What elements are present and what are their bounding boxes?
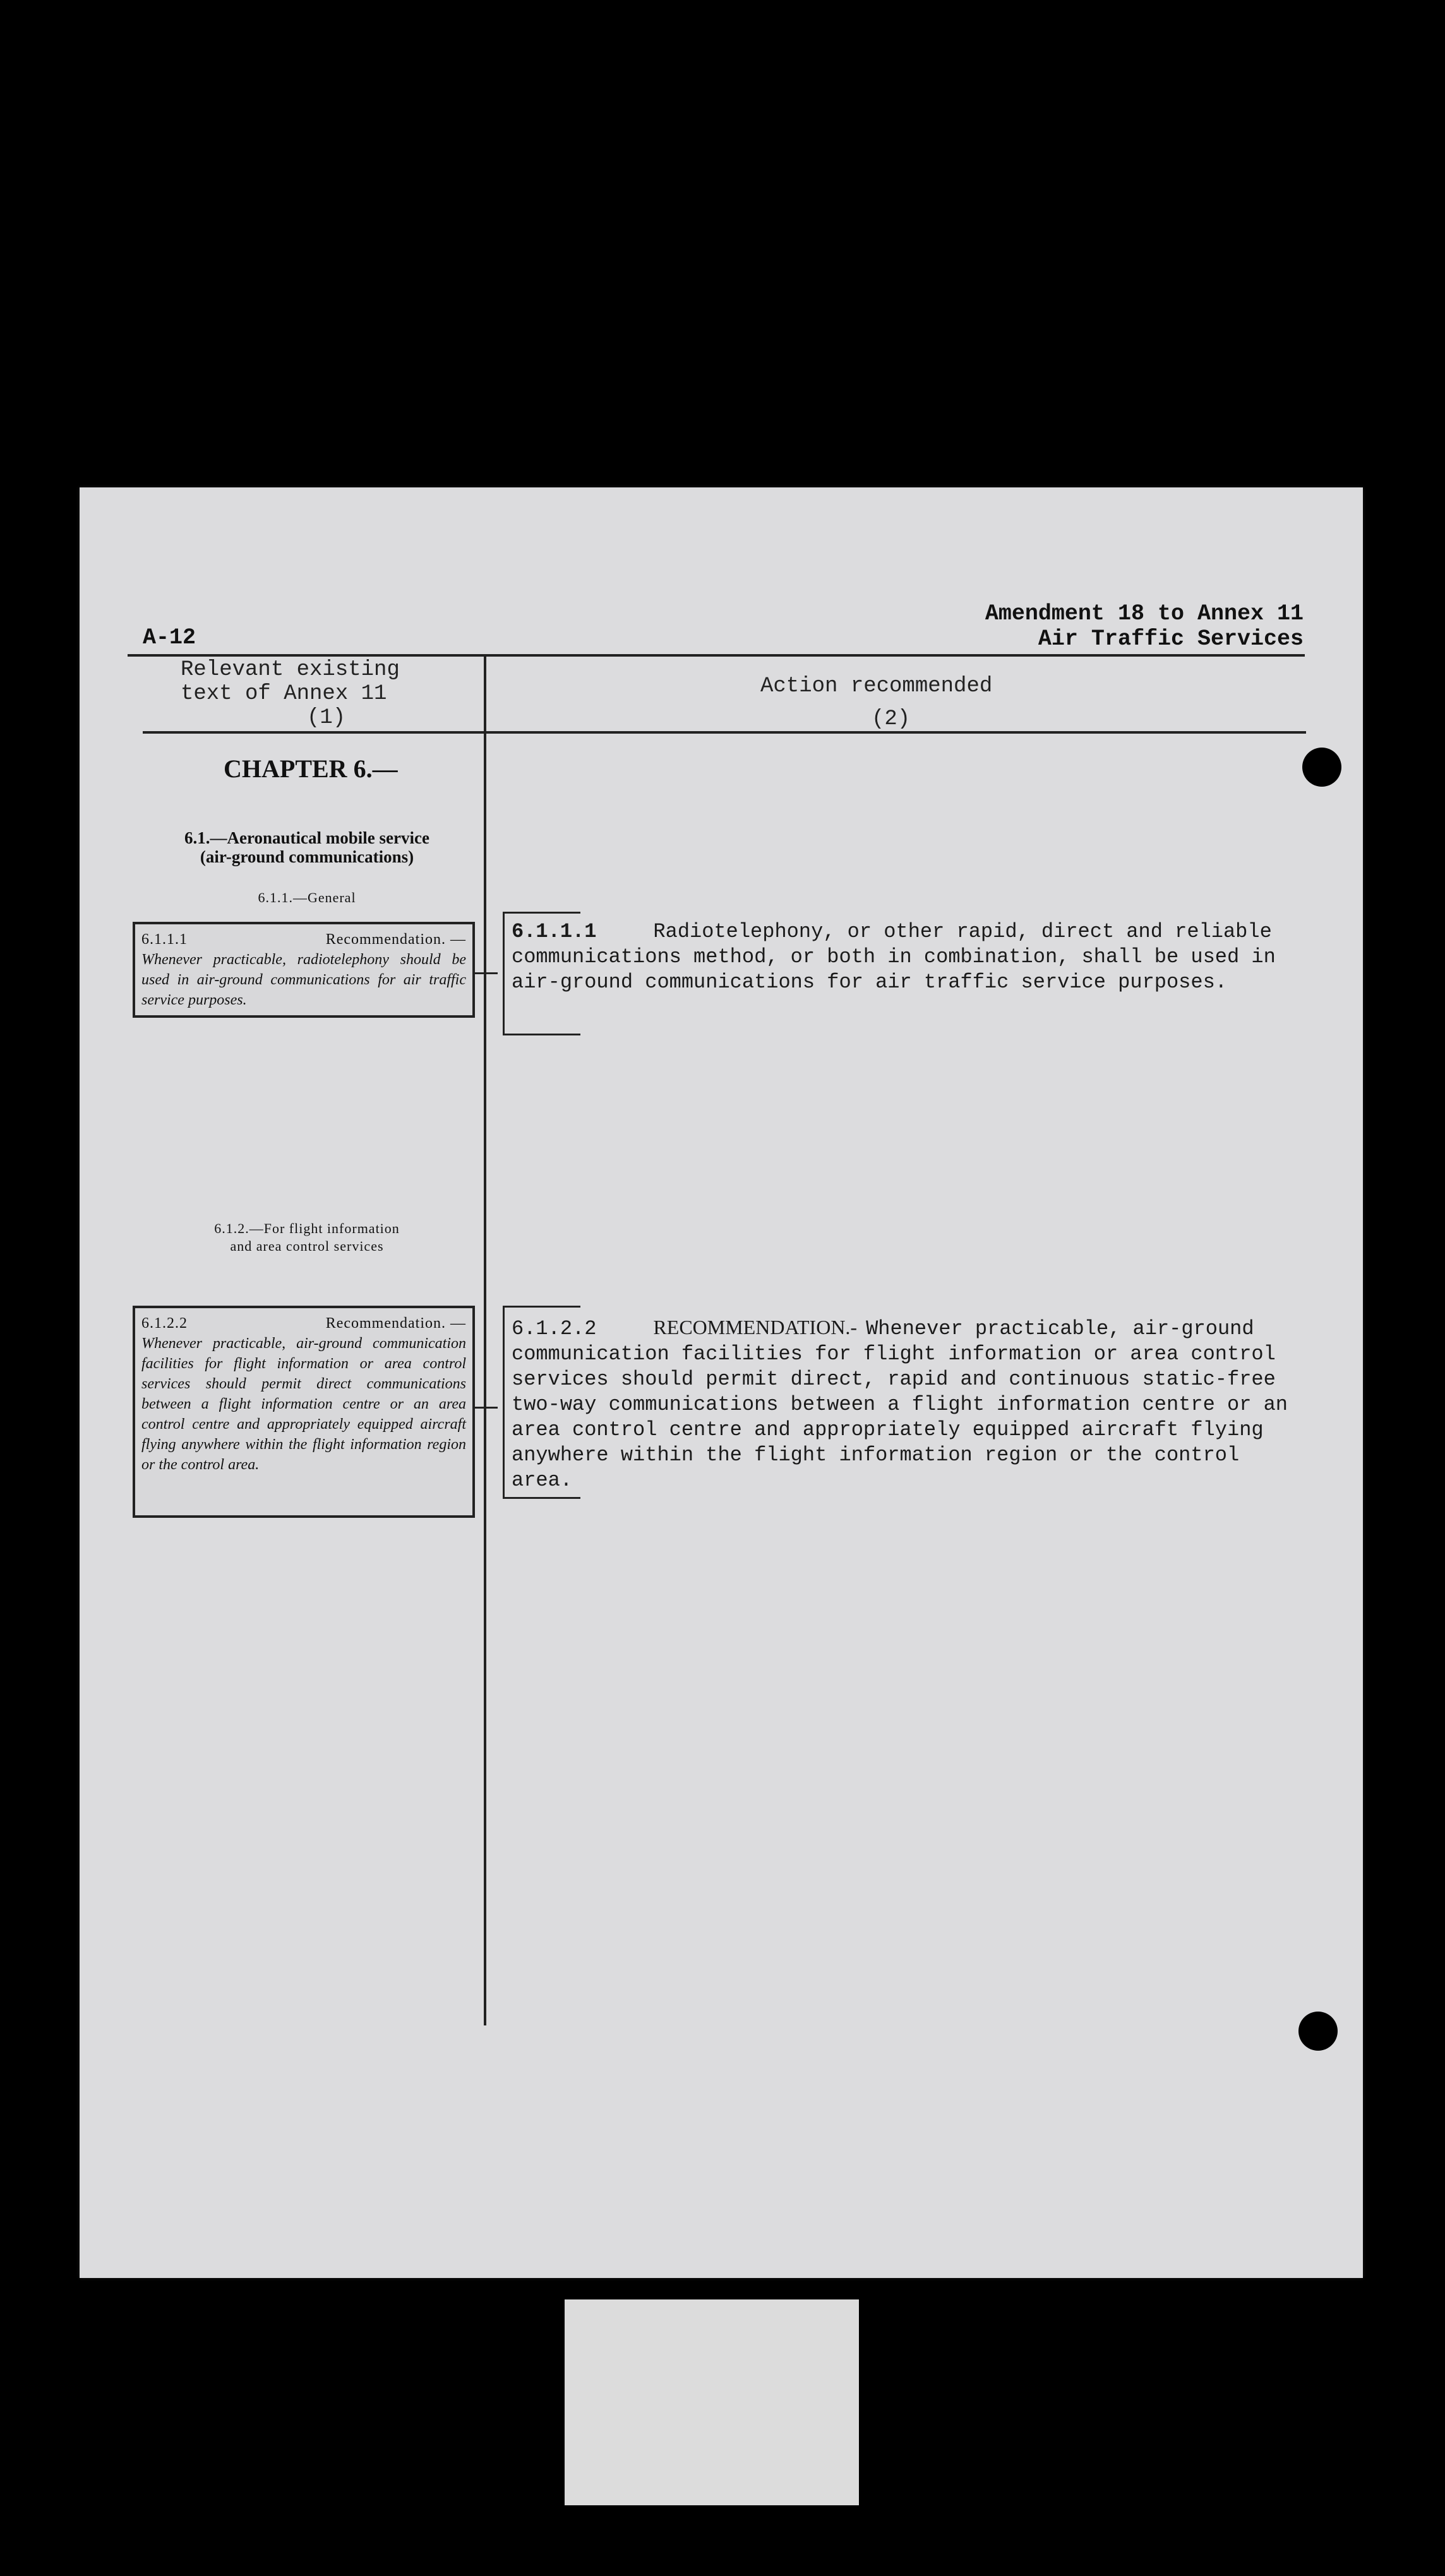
box-6-1-1-1 bbox=[133, 922, 475, 1018]
box1-number: 6.1.1.1 bbox=[141, 931, 188, 948]
connector-2 bbox=[475, 1407, 498, 1409]
paragraph-6-1-1-1 bbox=[512, 919, 1295, 995]
column-head-rule bbox=[143, 731, 1306, 734]
header-amendment bbox=[711, 601, 1304, 652]
punch-hole-bottom bbox=[1298, 2012, 1338, 2051]
p1-number: 6.1.1.1 bbox=[512, 920, 597, 943]
column-divider bbox=[484, 654, 486, 2025]
header-rule bbox=[128, 654, 1305, 657]
punch-hole-top bbox=[1302, 748, 1341, 787]
amendment-line: Amendment 18 to Annex 11 bbox=[985, 601, 1304, 626]
chapter-title: CHAPTER 6.— bbox=[224, 754, 398, 783]
box-6-1-2-2 bbox=[133, 1306, 475, 1518]
right-column-title: Action recommended bbox=[760, 674, 993, 698]
section-6-1-title: 6.1.—Aeronautical mobile service (air-ground communications) bbox=[184, 828, 429, 866]
box2-number: 6.1.2.2 bbox=[141, 1315, 188, 1332]
p2-label: RECOMMENDATION.- bbox=[653, 1316, 858, 1339]
box2-label: Recommendation. — bbox=[325, 1315, 466, 1332]
p1-text: Radiotelephony, or other rapid, direct and reliable communications method, or both in combination, shall be used in air-ground communications for air traffic service purposes. bbox=[512, 920, 1276, 994]
connector-1 bbox=[475, 972, 498, 974]
left-column-title: Relevant existing text of Annex 11 bbox=[181, 658, 400, 706]
box1-text: Whenever practicable, radiotelephony should be used in air-ground communications for air traffic service purposes. bbox=[141, 951, 466, 1008]
section-6-1-2-title: 6.1.2.—For flight information and area control services bbox=[214, 1220, 400, 1254]
section-6-1-1-title: 6.1.1.—General bbox=[258, 890, 356, 905]
page-number: A-12 bbox=[143, 625, 196, 650]
paragraph-6-1-2-2 bbox=[512, 1315, 1301, 1493]
box2-text: Whenever practicable, air-ground communication facilities for flight information or area control services should permit direct communications between a flight information centre or an area control centre and appropriately equipped aircraft flying anywhere within the flight information region or the control area. bbox=[141, 1335, 466, 1473]
subject-line: Air Traffic Services bbox=[1038, 626, 1304, 652]
p2-text: Whenever practicable, air-ground communication facilities for flight information or area control services should permit direct, rapid and continuous static-free two-way communications between a flight information centre or an area control centre and appropriately equipped aircraft flying anywhere within the flight information region or the control area. bbox=[512, 1317, 1288, 1492]
right-column-number: (2) bbox=[872, 707, 911, 731]
p2-number: 6.1.2.2 bbox=[512, 1317, 597, 1340]
target-card bbox=[565, 2299, 859, 2505]
left-column-number: (1) bbox=[307, 706, 346, 730]
document-page bbox=[80, 487, 1363, 2278]
box1-label: Recommendation. — bbox=[325, 931, 466, 948]
